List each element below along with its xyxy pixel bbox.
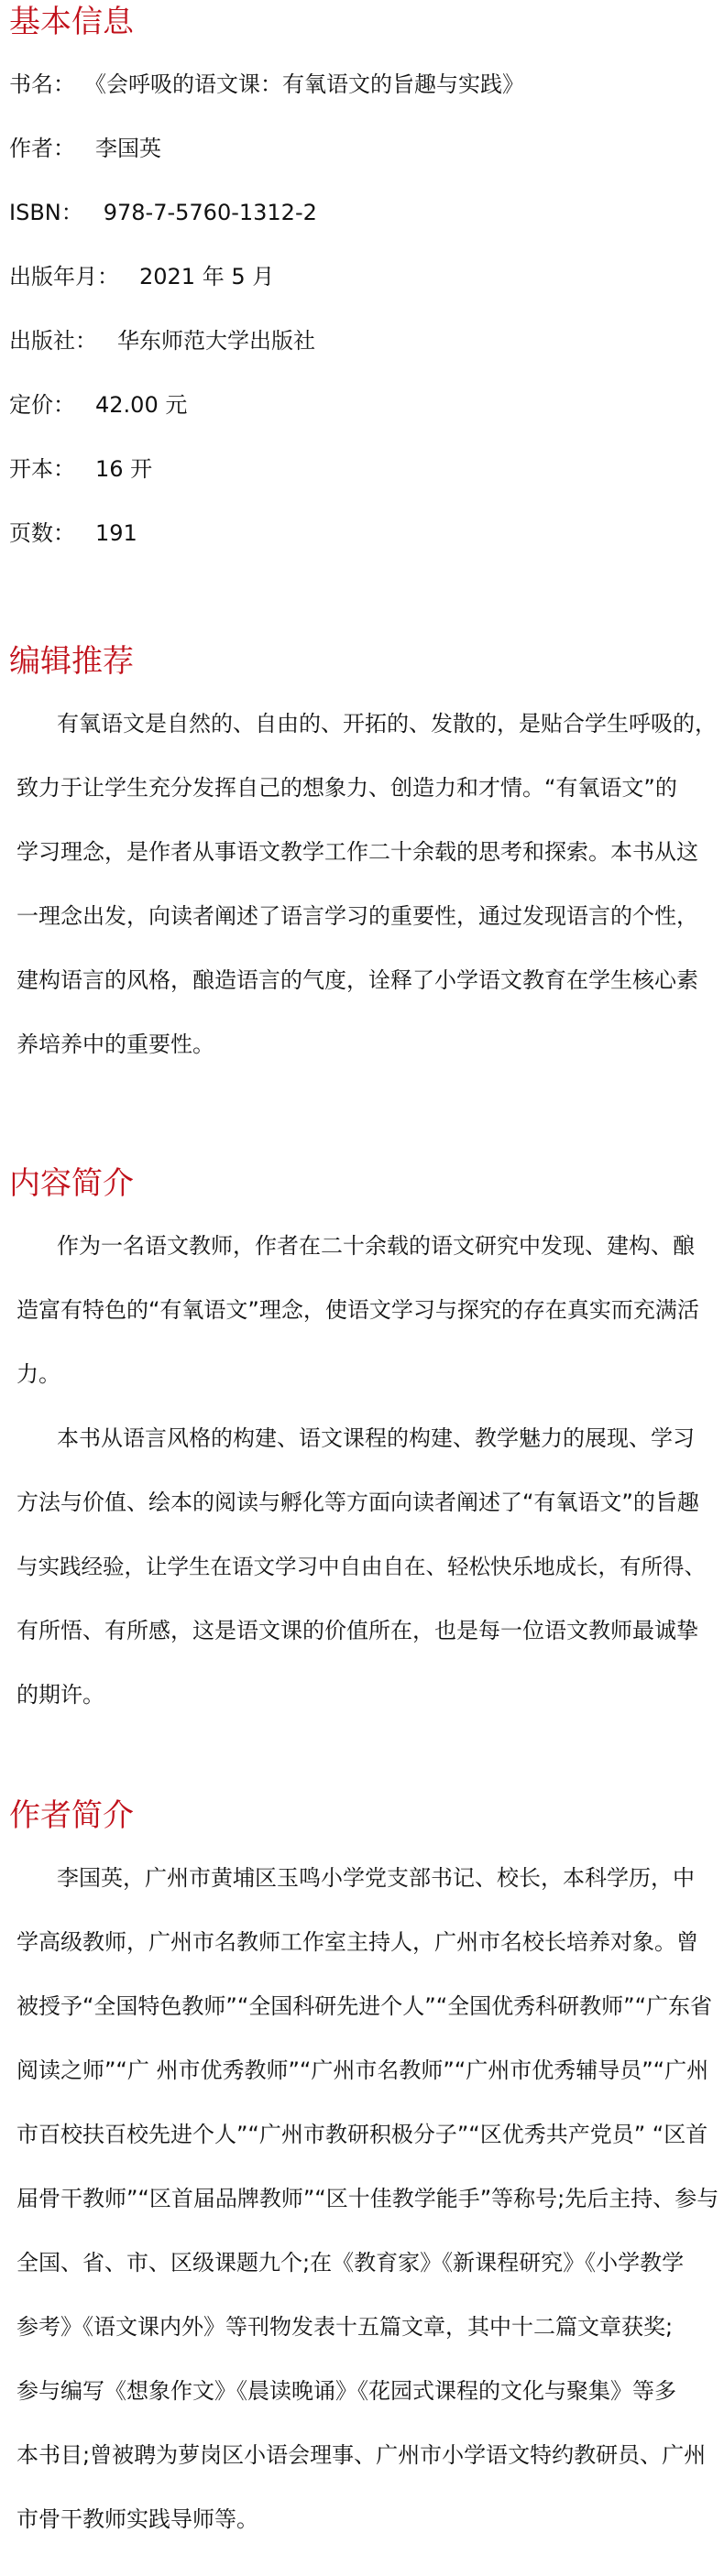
info-value: 16 开 — [95, 456, 153, 482]
paragraph-line: 李国英，广州市黄埔区玉鸣小学党支部书记、校长，本科学历，中 — [57, 1865, 695, 1891]
info-label: 定价： — [9, 392, 75, 418]
info-row-pages — [9, 518, 137, 548]
paragraph-line: 有氧语文是自然的、自由的、开拓的、发散的，是贴合学生呼吸的， — [57, 711, 717, 737]
paragraph-line: 养培养中的重要性。 — [16, 1031, 214, 1057]
info-row-isbn — [9, 198, 317, 227]
paragraph-line: 参与编写《想象作文》《晨读晚诵》《花园式课程的文化与聚集》等多 — [16, 2378, 676, 2404]
basic-info-heading: 基本信息 — [9, 4, 134, 40]
paragraph-line: 学高级教师，广州市名教师工作室主持人，广州市名校长培养对象。曾 — [16, 1929, 698, 1955]
info-label: 页数： — [9, 520, 75, 546]
info-value: 华东师范大学出版社 — [117, 328, 315, 354]
info-value: 42.00 元 — [95, 392, 188, 418]
info-label: 书名： — [9, 71, 75, 97]
paragraph-line: 建构语言的风格，酿造语言的气度，诠释了小学语文教育在学生核心素 — [16, 967, 698, 993]
info-row-publish-date — [9, 262, 274, 291]
info-value: 李国英 — [95, 136, 161, 161]
paragraph-line: 的期许。 — [16, 1682, 104, 1708]
paragraph-line: 全国、省、市、区级课题九个;在《教育家》《新课程研究》《小学教学 — [16, 2250, 685, 2276]
info-row-publisher — [9, 326, 315, 355]
info-label: 出版社： — [9, 328, 97, 354]
info-row-price — [9, 390, 187, 420]
paragraph-line: 参考》《语文课内外》等刊物发表十五篇文章，其中十二篇文章获奖; — [16, 2314, 674, 2340]
info-row-title — [9, 70, 524, 99]
info-value: 978-7-5760-1312-2 — [103, 200, 317, 225]
info-value: 《会呼吸的语文课：有氧语文的旨趣与实践》 — [95, 71, 524, 97]
paragraph-line: 届骨干教师”“区首届品牌教师”“区十佳教学能手”等称号;先后主持、参与 — [16, 2186, 719, 2211]
paragraph-line: 一理念出发，向读者阐述了语言学习的重要性，通过发现语言的个性， — [16, 903, 698, 929]
paragraph-line: 力。 — [16, 1361, 60, 1387]
info-row-author — [9, 134, 161, 163]
paragraph-line: 与实践经验，让学生在语文学习中自由自在、轻松快乐地成长，有所得、 — [16, 1554, 706, 1579]
paragraph-line: 学习理念，是作者从事语文教学工作二十余载的思考和探索。本书从这 — [16, 839, 698, 865]
editor-recommend-heading: 编辑推荐 — [9, 643, 134, 680]
paragraph-line: 致力于让学生充分发挥自己的想象力、创造力和才情。“有氧语文”的 — [16, 775, 677, 801]
paragraph-line: 被授予“全国特色教师”“全国科研先进个人”“全国优秀科研教师”“广东省 — [16, 1993, 713, 2019]
paragraph-line: 有所悟、有所感，这是语文课的价值所在，也是每一位语文教师最诚挚 — [16, 1618, 698, 1643]
info-row-format — [9, 454, 152, 484]
author-intro-heading: 作者简介 — [9, 1797, 134, 1834]
content-intro-heading: 内容简介 — [9, 1165, 134, 1202]
paragraph-line: 市百校扶百校先进个人”“广州市教研积极分子”“区优秀共产党员” “区首 — [16, 2122, 708, 2147]
info-value: 191 — [95, 520, 137, 546]
info-label: 开本： — [9, 456, 75, 482]
paragraph-line: 市骨干教师实践导师等。 — [16, 2506, 258, 2532]
paragraph-line: 本书目;曾被聘为萝岗区小语会理事、广州市小学语文特约教研员、广州 — [16, 2442, 707, 2468]
info-label: ISBN： — [9, 200, 83, 225]
paragraph-line: 造富有特色的“有氧语文”理念，使语文学习与探究的存在真实而充满活 — [16, 1297, 699, 1323]
paragraph-line: 本书从语言风格的构建、语文课程的构建、教学魅力的展现、学习 — [57, 1425, 695, 1451]
paragraph-line: 阅读之师”“广 州市优秀教师”“广州市名教师”“广州市优秀辅导员”“广州 — [16, 2058, 709, 2083]
paragraph-line: 方法与价值、绘本的阅读与孵化等方面向读者阐述了“有氧语文”的旨趣 — [16, 1490, 699, 1515]
info-value: 2021 年 5 月 — [139, 264, 275, 289]
info-label: 出版年月： — [9, 264, 119, 289]
paragraph-line: 作为一名语文教师，作者在二十余载的语文研究中发现、建构、酿 — [57, 1233, 695, 1259]
info-label: 作者： — [9, 136, 75, 161]
